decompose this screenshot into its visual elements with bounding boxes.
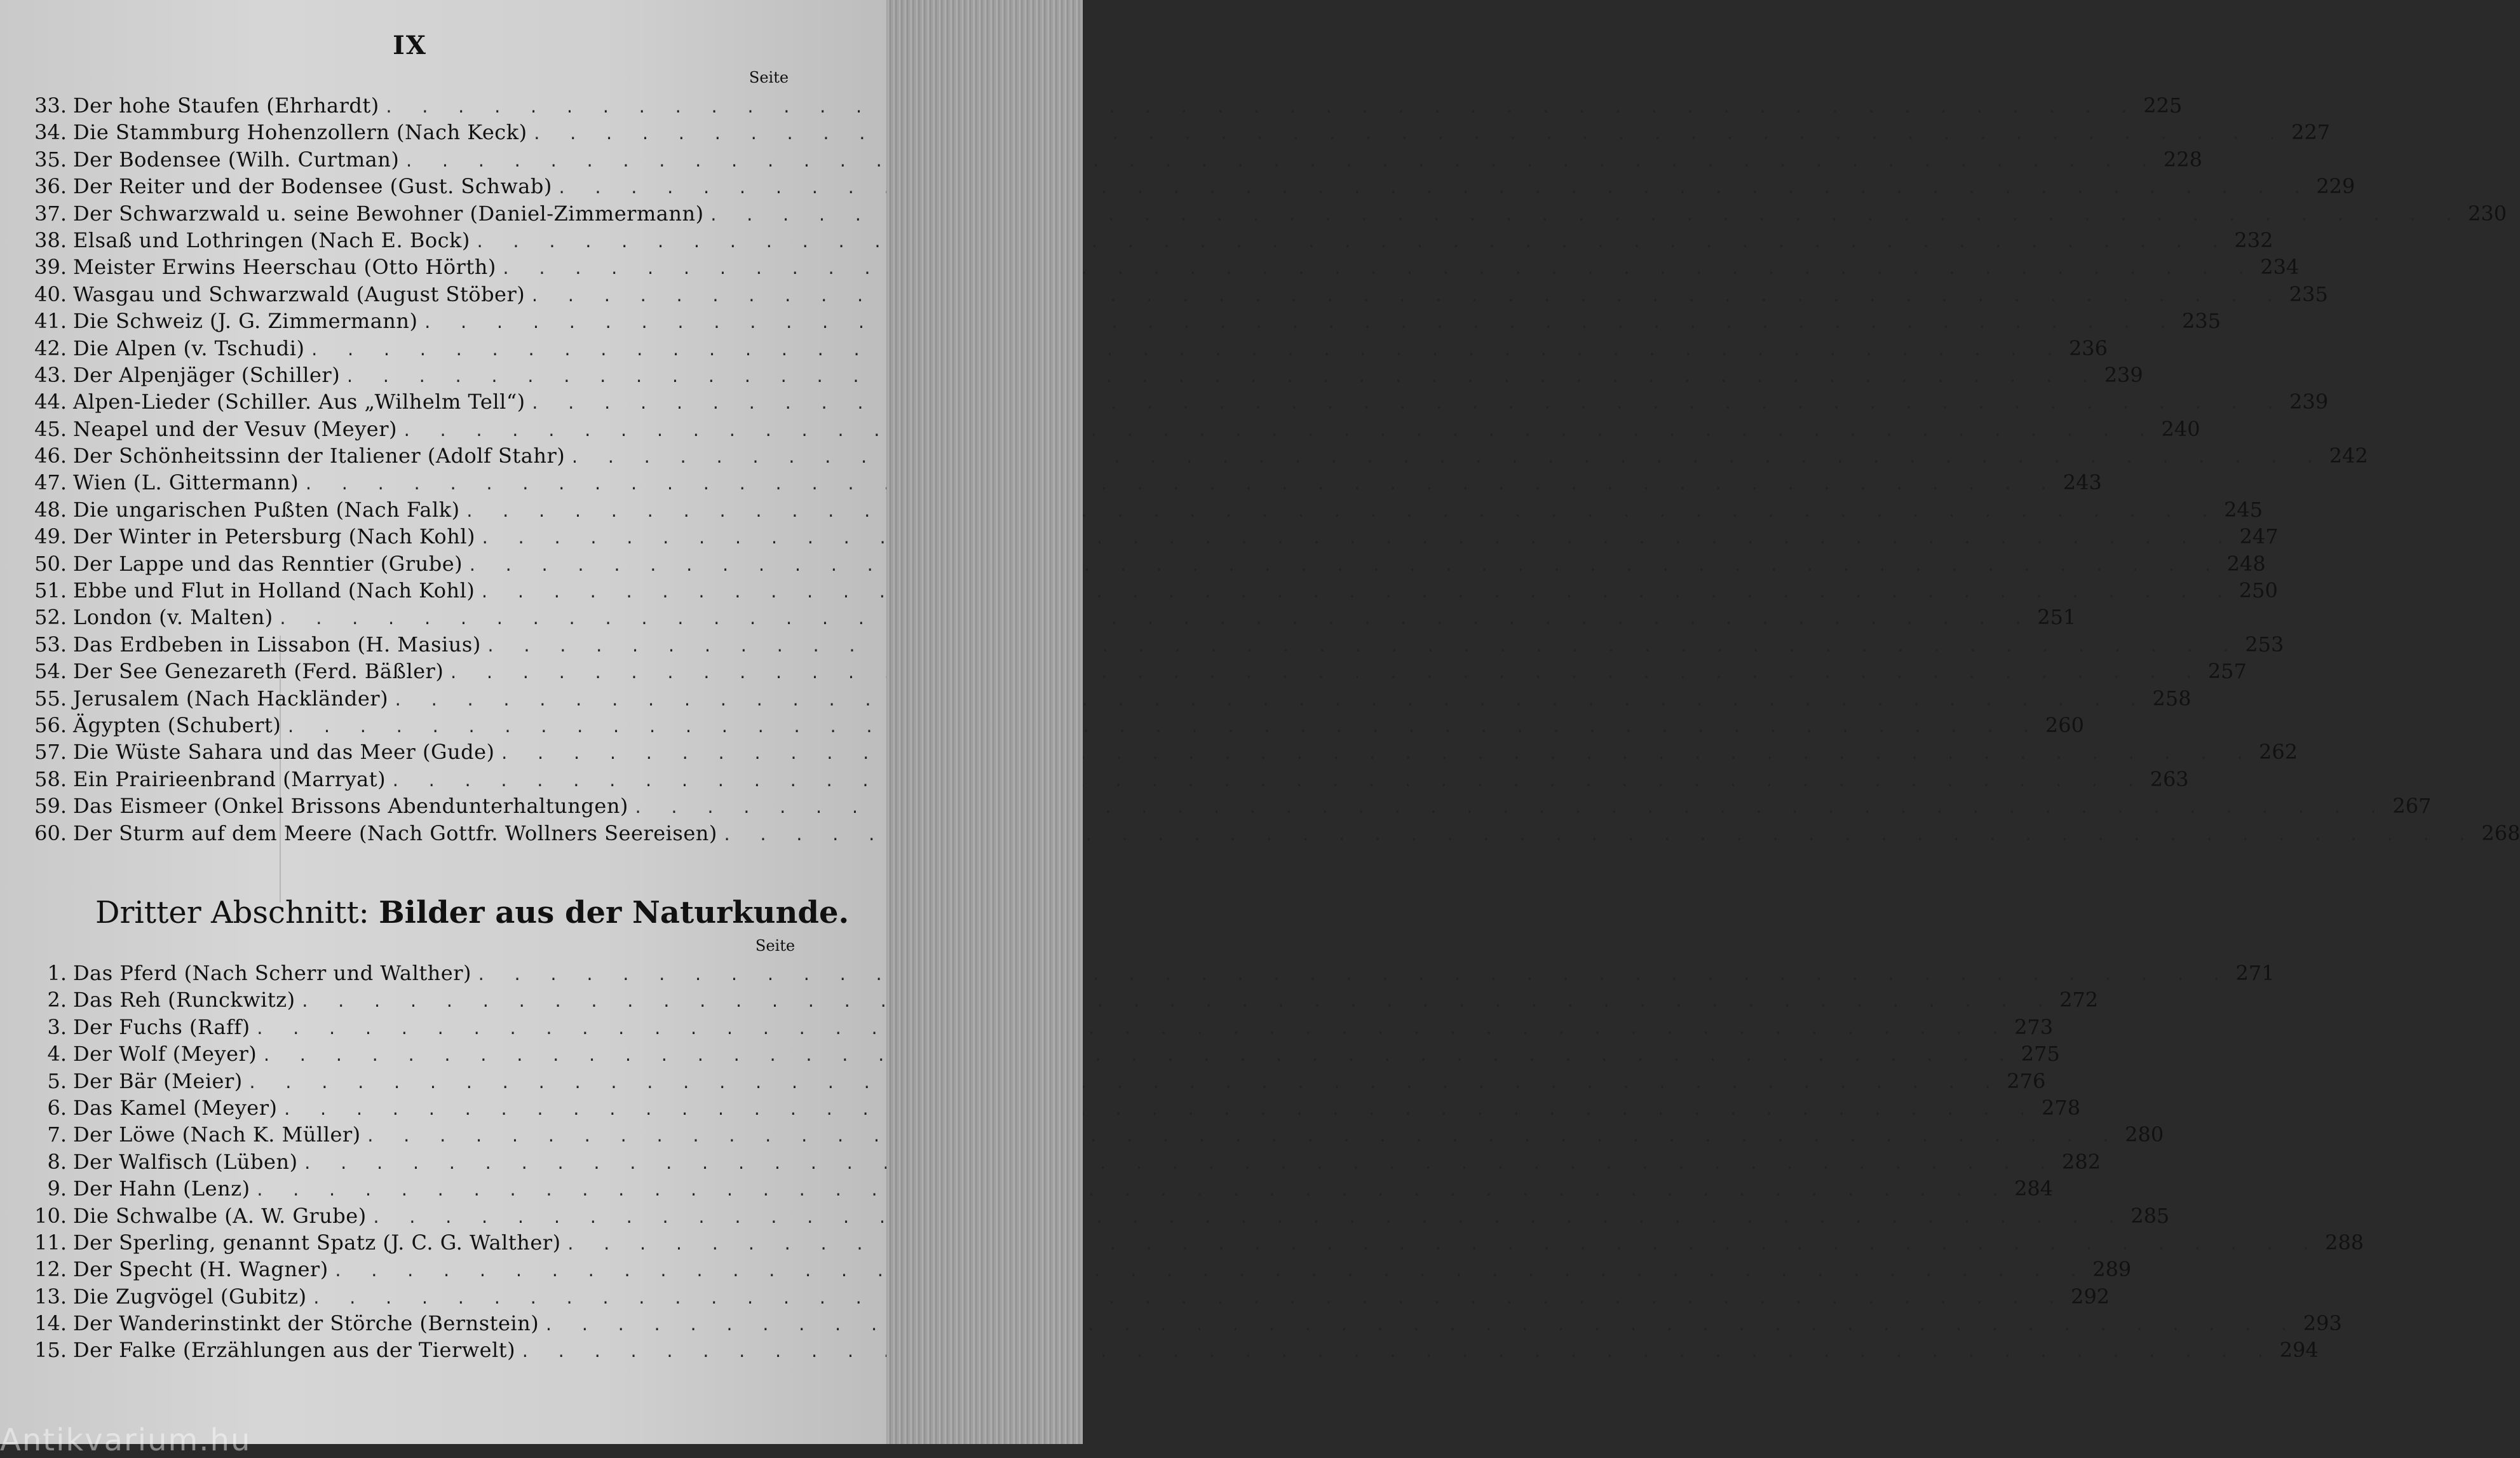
toc-entry-title: Ebbe und Flut in Holland (Nach Kohl) <box>73 578 475 603</box>
toc-entry <box>25 119 2331 146</box>
section-heading-title: Bilder aus der Naturkunde. <box>379 895 850 930</box>
toc-entry <box>25 523 2279 550</box>
toc-entry <box>25 388 2329 415</box>
toc-entry-title: Der Sperling, genannt Spatz (J. C. G. Walther) <box>73 1230 561 1255</box>
toc-entry-page: 260 <box>2045 712 2084 737</box>
toc-entry-number: 3. <box>47 1014 67 1039</box>
section-heading <box>95 895 849 930</box>
toc-entry-page: 235 <box>2182 309 2221 334</box>
toc-entry <box>25 92 2183 119</box>
page-column-header-two: Seite <box>755 937 796 955</box>
leader-dots <box>399 148 2158 175</box>
toc-entry-number: 4. <box>47 1042 67 1066</box>
toc-entry-title: Die Wüste Sahara und das Meer (Gude) <box>73 740 495 765</box>
toc-entry-page: 253 <box>2245 632 2284 657</box>
leader-dots <box>460 498 2219 525</box>
leader-dots <box>304 337 2063 364</box>
leader-dots <box>495 740 2254 767</box>
toc-entry <box>25 1175 2054 1202</box>
toc-entry-page: 228 <box>2163 147 2202 172</box>
toc-entry-page: 267 <box>2392 794 2432 819</box>
toc-entry-title: Elsaß und Lothringen (Nach E. Bock) <box>73 228 470 252</box>
toc-entry <box>25 496 2263 523</box>
toc-entry-number: 47. <box>34 470 67 495</box>
toc-entry-title: Der Falke (Erzählungen aus der Tierwelt) <box>73 1338 516 1363</box>
toc-entry-title: Der Löwe (Nach K. Müller) <box>73 1122 361 1147</box>
leader-dots <box>552 175 2311 201</box>
toc-entry-page: 272 <box>2059 988 2099 1012</box>
leader-dots <box>525 283 2284 310</box>
toc-entry <box>25 1337 2319 1363</box>
toc-entry <box>25 1148 2101 1175</box>
leader-dots <box>527 121 2286 147</box>
page-edge-background <box>886 0 1083 1444</box>
toc-entry-number: 44. <box>34 390 67 414</box>
toc-entry-title: Die Stammburg Hohenzollern (Nach Keck) <box>73 120 527 145</box>
toc-entry-page: 275 <box>2021 1042 2060 1066</box>
toc-entry-number: 58. <box>34 766 67 791</box>
toc-entry-number: 39. <box>34 255 67 280</box>
toc-entry-title: Die Alpen (v. Tschudi) <box>73 336 305 360</box>
toc-entry-number: 38. <box>34 228 67 252</box>
leader-dots <box>471 962 2230 988</box>
toc-entry-page: 242 <box>2329 444 2368 468</box>
toc-entry <box>25 550 2266 577</box>
toc-entry-title: Die Zugvögel (Gubitz) <box>73 1284 307 1309</box>
toc-entry-number: 49. <box>34 524 67 549</box>
toc-entry-page: 280 <box>2125 1122 2164 1147</box>
toc-entry-page: 271 <box>2235 961 2275 985</box>
toc-entry-page: 294 <box>2279 1338 2319 1363</box>
toc-entry-number: 45. <box>34 416 67 441</box>
toc-entry-page: 239 <box>2104 362 2143 387</box>
leader-dots <box>298 1150 2057 1177</box>
page-number: IX <box>393 31 427 60</box>
toc-entry-title: Der Sturm auf dem Meere (Nach Gottfr. Wollners Seereisen) <box>73 821 717 845</box>
leader-dots <box>496 255 2255 282</box>
toc-entry-number: 11. <box>34 1230 67 1255</box>
toc-entry <box>25 960 2275 986</box>
leader-dots <box>243 1070 2002 1096</box>
toc-entry-page: 293 <box>2303 1311 2342 1336</box>
toc-entry-title: Der Specht (H. Wagner) <box>73 1257 329 1282</box>
toc-entry-number: 37. <box>34 201 67 226</box>
toc-entry-title: Alpen-Lieder (Schiller. Aus „Wilhelm Tell“) <box>73 390 525 414</box>
toc-entry-title: Der Bodensee (Wilh. Curtman) <box>73 147 400 172</box>
toc-entry-title: London (v. Malten) <box>73 605 273 630</box>
toc-entry-page: 289 <box>2092 1257 2132 1282</box>
leader-dots <box>481 633 2240 660</box>
toc-entry <box>25 820 2520 847</box>
toc-entry-number: 46. <box>34 444 67 468</box>
toc-entry-number: 42. <box>34 336 67 360</box>
leader-dots <box>470 229 2229 255</box>
toc-entry-title: Meister Erwins Heerschau (Otto Hörth) <box>73 255 496 280</box>
toc-section-one <box>25 92 2520 847</box>
toc-entry-number: 48. <box>34 497 67 522</box>
toc-entry-title: Der Fuchs (Raff) <box>73 1014 250 1039</box>
leader-dots <box>397 418 2156 444</box>
toc-entry <box>25 227 2273 254</box>
toc-entry-page: 236 <box>2068 336 2108 360</box>
toc-entry <box>25 1014 2054 1040</box>
toc-entry-number: 60. <box>34 821 67 845</box>
leader-dots <box>388 687 2147 714</box>
toc-entry-title: Das Pferd (Nach Scherr und Walther) <box>73 961 471 985</box>
toc-entry-page: 235 <box>2289 282 2328 306</box>
toc-entry-page: 229 <box>2316 174 2355 199</box>
toc-entry-page: 284 <box>2014 1176 2054 1201</box>
toc-entry-number: 59. <box>34 794 67 819</box>
toc-entry-page: 232 <box>2234 228 2273 252</box>
toc-entry-title: Neapel und der Vesuv (Meyer) <box>73 416 397 441</box>
page-crease <box>280 636 281 903</box>
leader-dots <box>307 1285 2066 1312</box>
toc-entry-number: 6. <box>47 1095 67 1120</box>
toc-entry <box>25 362 2143 388</box>
toc-entry-number: 51. <box>34 578 67 603</box>
leader-dots <box>418 310 2177 336</box>
toc-entry-number: 43. <box>34 362 67 387</box>
leader-dots <box>561 1231 2320 1258</box>
toc-entry-page: 240 <box>2161 416 2200 441</box>
leader-dots <box>277 1096 2036 1123</box>
toc-entry-title: Ein Prairieenbrand (Marryat) <box>73 766 386 791</box>
toc-entry-page: 250 <box>2239 578 2278 603</box>
toc-entry <box>25 200 2507 227</box>
toc-entry-number: 8. <box>47 1149 67 1174</box>
toc-entry-number: 57. <box>34 740 67 765</box>
toc-entry-number: 40. <box>34 282 67 306</box>
toc-entry-title: Der Lappe und das Renntier (Grube) <box>73 551 463 576</box>
leader-dots <box>379 94 2138 121</box>
toc-entry-title: Der See Genezareth (Ferd. Bäßler) <box>73 659 444 684</box>
toc-section-two <box>25 960 2364 1364</box>
toc-entry <box>25 1121 2164 1148</box>
toc-entry-page: 273 <box>2014 1014 2054 1039</box>
toc-entry-page: 239 <box>2289 390 2329 414</box>
toc-entry <box>25 986 2099 1013</box>
leader-dots <box>463 552 2221 579</box>
leader-dots <box>281 714 2040 740</box>
toc-entry-page: 288 <box>2325 1230 2364 1255</box>
toc-entry-number: 13. <box>34 1284 67 1309</box>
leader-dots <box>361 1123 2120 1150</box>
toc-entry-title: Wien (L. Gittermann) <box>73 470 299 495</box>
toc-entry-page: 278 <box>2041 1095 2081 1120</box>
toc-entry-title: Das Eismeer (Onkel Brissons Abendunterhaltungen) <box>73 794 628 819</box>
toc-entry <box>25 254 2300 280</box>
leader-dots <box>295 988 2054 1015</box>
toc-entry <box>25 1256 2132 1283</box>
leader-dots <box>539 1312 2298 1339</box>
toc-entry-number: 52. <box>34 605 67 630</box>
toc-entry-page: 245 <box>2224 497 2263 522</box>
toc-entry-page: 227 <box>2291 120 2331 145</box>
leader-dots <box>340 364 2099 390</box>
toc-entry-page: 247 <box>2239 524 2279 549</box>
toc-entry-page: 268 <box>2481 821 2520 845</box>
toc-entry-page: 257 <box>2207 659 2247 684</box>
toc-entry <box>25 766 2189 793</box>
toc-entry <box>25 1229 2364 1256</box>
toc-entry-number: 50. <box>34 551 67 576</box>
leader-dots <box>565 444 2324 471</box>
leader-dots <box>250 1177 2009 1204</box>
toc-entry <box>25 739 2298 765</box>
leader-dots <box>444 660 2202 686</box>
toc-entry-number: 12. <box>34 1257 67 1282</box>
toc-entry-page: 282 <box>2062 1149 2101 1174</box>
toc-entry-page: 262 <box>2259 740 2298 765</box>
toc-entry <box>25 1203 2170 1229</box>
toc-entry-number: 33. <box>34 93 67 118</box>
toc-entry <box>25 604 2076 630</box>
toc-entry <box>25 1283 2110 1310</box>
leader-dots <box>515 1339 2274 1365</box>
leader-dots <box>525 390 2284 417</box>
toc-entry <box>25 173 2355 200</box>
leader-dots <box>475 579 2233 606</box>
toc-entry-number: 14. <box>34 1311 67 1336</box>
toc-entry-title: Wasgau und Schwarzwald (August Stöber) <box>73 282 525 306</box>
toc-entry-title: Der Bär (Meier) <box>73 1068 243 1093</box>
toc-entry-title: Der Wanderinstinkt der Störche (Bernstein) <box>73 1311 539 1336</box>
toc-entry-number: 54. <box>34 659 67 684</box>
toc-entry-number: 10. <box>34 1203 67 1228</box>
toc-entry-title: Der Reiter und der Bodensee (Gust. Schwab) <box>73 174 552 199</box>
toc-entry <box>25 1094 2081 1121</box>
toc-entry <box>25 1068 2046 1094</box>
toc-entry-page: 276 <box>2007 1068 2046 1093</box>
toc-entry-title: Die Schwalbe (A. W. Grube) <box>73 1203 367 1228</box>
toc-entry <box>25 1310 2342 1337</box>
page-column-header: Seite <box>749 69 789 86</box>
toc-entry-number: 5. <box>47 1068 67 1093</box>
toc-entry <box>25 416 2200 442</box>
toc-entry-title: Der Alpenjäger (Schiller) <box>73 362 341 387</box>
toc-entry-number: 35. <box>34 147 67 172</box>
toc-entry-number: 55. <box>34 686 67 711</box>
toc-entry-page: 230 <box>2468 201 2507 226</box>
leader-dots <box>299 471 2057 498</box>
toc-entry-number: 56. <box>34 712 67 737</box>
toc-entry <box>25 308 2221 334</box>
toc-entry-page: 251 <box>2037 605 2076 630</box>
toc-entry-title: Ägypten (Schubert) <box>73 712 281 737</box>
toc-entry-number: 1. <box>47 961 67 985</box>
toc-entry-page: 263 <box>2150 766 2189 791</box>
toc-entry <box>25 281 2328 308</box>
toc-entry <box>25 658 2247 685</box>
toc-entry-title: Der Hahn (Lenz) <box>73 1176 250 1201</box>
toc-entry-title: Die ungarischen Pußten (Nach Falk) <box>73 497 460 522</box>
toc-entry-title: Der Schwarzwald u. seine Bewohner (Daniel-Zimmermann) <box>73 201 704 226</box>
watermark: Antikvarium.hu <box>0 1422 252 1458</box>
toc-entry-page: 248 <box>2226 551 2266 576</box>
toc-entry <box>25 712 2084 739</box>
leader-dots <box>386 768 2144 794</box>
toc-entry-number: 34. <box>34 120 67 145</box>
toc-entry-title: Das Erdbeben in Lissabon (H. Masius) <box>73 632 481 657</box>
toc-entry-title: Das Reh (Runckwitz) <box>73 988 295 1012</box>
leader-dots <box>367 1204 2125 1231</box>
toc-entry-page: 243 <box>2063 470 2102 495</box>
leader-dots <box>475 525 2234 552</box>
toc-entry <box>25 631 2284 658</box>
toc-entry <box>25 335 2108 362</box>
toc-entry-number: 53. <box>34 632 67 657</box>
toc-entry-page: 258 <box>2152 686 2191 711</box>
leader-dots <box>273 606 2032 632</box>
toc-entry <box>25 469 2102 496</box>
toc-entry-title: Der Walfisch (Lüben) <box>73 1149 298 1174</box>
toc-entry <box>25 146 2202 173</box>
toc-entry-number: 7. <box>47 1122 67 1147</box>
toc-entry-number: 9. <box>47 1176 67 1201</box>
toc-entry-title: Der Winter in Petersburg (Nach Kohl) <box>73 524 476 549</box>
toc-entry-number: 2. <box>47 988 67 1012</box>
toc-entry-page: 292 <box>2071 1284 2110 1309</box>
toc-entry-page: 285 <box>2130 1203 2170 1228</box>
toc-entry-title: Der Wolf (Meyer) <box>73 1042 257 1066</box>
toc-entry-title: Die Schweiz (J. G. Zimmermann) <box>73 309 418 334</box>
toc-entry-number: 36. <box>34 174 67 199</box>
toc-entry-title: Der Schönheitssinn der Italiener (Adolf Stahr) <box>73 444 566 468</box>
toc-entry-title: Das Kamel (Meyer) <box>73 1095 278 1120</box>
toc-entry-title: Der hohe Staufen (Ehrhardt) <box>73 93 379 118</box>
leader-dots <box>257 1042 2015 1069</box>
leader-dots <box>250 1016 2009 1042</box>
toc-entry <box>25 1040 2060 1067</box>
toc-entry-page: 225 <box>2143 93 2183 118</box>
toc-entry-number: 15. <box>34 1338 67 1363</box>
toc-entry-title: Jerusalem (Nach Hackländer) <box>73 686 389 711</box>
toc-entry-number: 41. <box>34 309 67 334</box>
toc-entry <box>25 577 2278 604</box>
leader-dots <box>329 1258 2087 1284</box>
toc-entry <box>25 442 2368 469</box>
section-heading-lead: Dritter Abschnitt: <box>95 895 379 930</box>
toc-entry-page: 234 <box>2260 255 2300 280</box>
toc-entry <box>25 685 2191 712</box>
toc-entry <box>25 793 2432 819</box>
